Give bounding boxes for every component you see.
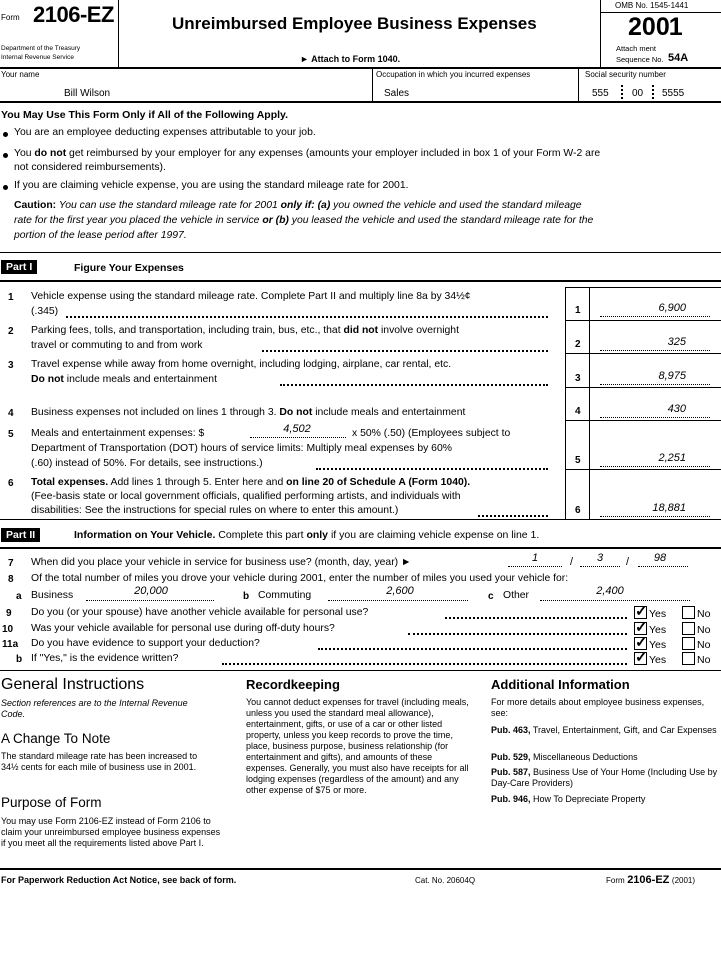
recordkeeping-title: Recordkeeping xyxy=(246,677,340,692)
eligibility-item-1: You are an employee deducting expenses attributable to your job. xyxy=(14,127,316,138)
bullet-icon xyxy=(3,132,8,137)
pub-587: Pub. 587, Business Use of Your Home (Including Use by Day-Care Providers) xyxy=(491,767,718,788)
ssn-part3[interactable]: 5555 xyxy=(662,88,685,99)
line-1-text: Vehicle expense using the standard mileage rate. Complete Part II and multiply line 8a by 34½¢ xyxy=(31,291,471,302)
part-2-title: Information on Your Vehicle. Complete this part only if you are claiming vehicle expense on line 1. xyxy=(74,529,540,541)
eligibility-item-2-cont: not considered reimbursements). xyxy=(14,162,166,173)
other-miles-field[interactable]: 2,400 xyxy=(596,585,624,597)
form-prefix: Form xyxy=(1,13,20,22)
caution-line-2: rate for the first year you placed the vehicle in service or (b) you leased the vehicle and used the standard mileage rate for the xyxy=(14,215,594,226)
q9-yes-checkbox[interactable]: ✓ Yes xyxy=(634,606,666,620)
q10-yes-checkbox[interactable]: ✓ Yes xyxy=(634,622,666,636)
footer-form-id: Form 2106-EZ (2001) xyxy=(606,874,696,886)
omb-number: OMB No. 1545-1441 xyxy=(615,1,689,10)
caution-line-3: portion of the lease period after 1997. xyxy=(14,230,187,241)
pub-463: Pub. 463, Travel, Entertainment, Gift, and Car Expenses xyxy=(491,725,717,735)
business-miles-field[interactable]: 20,000 xyxy=(134,585,168,597)
line-4-amount[interactable]: 430 xyxy=(667,403,686,415)
commuting-miles-field[interactable]: 2,600 xyxy=(386,585,414,597)
form-number: 2106-EZ xyxy=(33,2,114,27)
caution-line-1: Caution: You can use the standard mileage rate for 2001 only if: (a) you owned the vehicle and used the standard mileage xyxy=(14,200,582,211)
catalog-number: Cat. No. 20604Q xyxy=(415,876,476,885)
ssn-part2[interactable]: 00 xyxy=(632,88,644,99)
line-2-amount[interactable]: 325 xyxy=(667,336,686,348)
line-3-text: Travel expense while away from home overnight, including lodging, airplane, car rental, etc. xyxy=(31,359,452,370)
additional-info-title: Additional Information xyxy=(491,677,630,692)
attachment-label: Attach ment xyxy=(616,44,657,53)
part-1-label: Part I xyxy=(1,260,37,274)
pub-529: Pub. 529, Miscellaneous Deductions xyxy=(491,752,638,762)
ssn-part1[interactable]: 555 xyxy=(592,88,609,99)
line-3-amount[interactable]: 8,975 xyxy=(658,370,686,382)
eligibility-item-2: You do not get reimbursed by your employer for any expenses (amounts your employer included in box 1 of your Form W-2 are xyxy=(14,148,601,159)
change-title: A Change To Note xyxy=(1,731,111,746)
service-day-field[interactable]: 3 xyxy=(596,552,604,564)
q11b-no-checkbox[interactable]: No xyxy=(682,652,710,666)
occupation-label: Occupation in which you incurred expenses xyxy=(376,70,531,79)
paperwork-notice: For Paperwork Reduction Act Notice, see back of form. xyxy=(1,875,237,885)
form-title: Unreimbursed Employee Business Expenses xyxy=(172,14,537,33)
line-2-text: Parking fees, tolls, and transportation, including train, bus, etc., that did not involve overnight xyxy=(31,325,459,336)
pub-946: Pub. 946, How To Depreciate Property xyxy=(491,794,646,804)
line-6-amount[interactable]: 18,881 xyxy=(652,502,686,514)
q10-no-checkbox[interactable]: No xyxy=(682,622,710,636)
q11a-yes-checkbox[interactable]: ✓ Yes xyxy=(634,637,666,651)
q9-no-checkbox[interactable]: No xyxy=(682,606,710,620)
q11b-yes-checkbox[interactable]: ✓ Yes xyxy=(634,652,666,666)
general-instructions-title: General Instructions xyxy=(1,676,145,693)
bullet-icon xyxy=(3,185,8,190)
occupation-field[interactable]: Sales xyxy=(384,88,410,99)
part-1-title: Figure Your Expenses xyxy=(74,262,184,274)
part-2-label: Part II xyxy=(1,528,40,542)
line-6-text: Total expenses. Add lines 1 through 5. Enter here and on line 20 of Schedule A (Form 1040). xyxy=(31,477,471,488)
service-month-field[interactable]: 1 xyxy=(531,552,539,564)
department-line: Department of the Treasury xyxy=(1,45,81,52)
sequence-number: 54A xyxy=(668,52,689,64)
service-year-field[interactable]: 98 xyxy=(653,552,667,564)
tax-year: 2001 xyxy=(628,13,682,41)
purpose-title: Purpose of Form xyxy=(1,795,102,810)
line-4-text: Business expenses not included on lines 1 through 3. Do not include meals and entertainment xyxy=(31,407,466,418)
sequence-label: Sequence No. xyxy=(616,55,664,64)
eligibility-item-3: If you are claiming vehicle expense, you are using the standard mileage rate for 2001. xyxy=(14,180,409,191)
line-5-amount[interactable]: 2,251 xyxy=(658,452,686,464)
name-label: Your name xyxy=(1,70,40,79)
agency-line: Internal Revenue Service xyxy=(1,54,74,61)
meals-amount-field[interactable]: 4,502 xyxy=(283,423,311,435)
bullet-icon xyxy=(3,153,8,158)
eligibility-heading: You May Use This Form Only if All of the Following Apply. xyxy=(1,109,289,121)
attach-instruction: ► Attach to Form 1040. xyxy=(300,54,401,64)
line-1-amount[interactable]: 6,900 xyxy=(658,302,686,314)
q11a-no-checkbox[interactable]: No xyxy=(682,637,710,651)
name-field[interactable]: Bill Wilson xyxy=(64,88,111,99)
ssn-label: Social security number xyxy=(585,70,666,79)
